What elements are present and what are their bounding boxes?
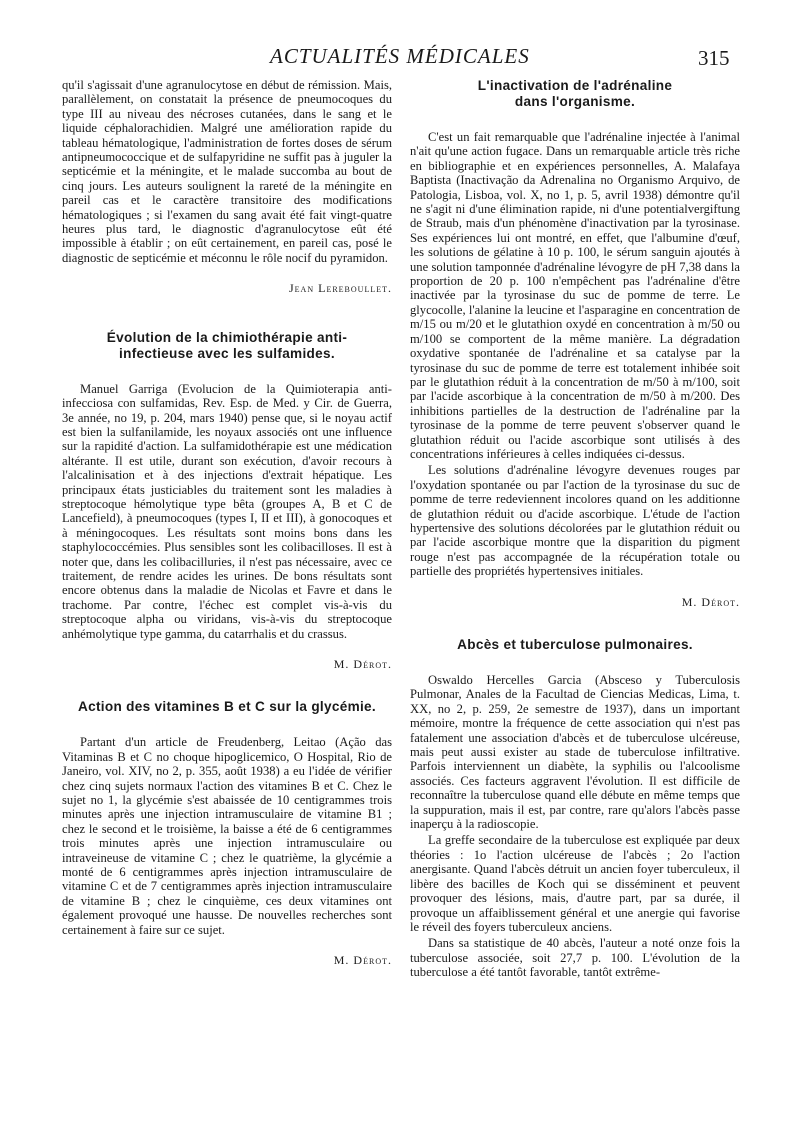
left-column	[62, 78, 392, 968]
page-number: 315	[698, 46, 730, 70]
section-title-abces: Abcès et tuberculose pulmonaires.	[457, 637, 693, 652]
abces-paragraph-3: Dans sa statistique de 40 abcès, l'auteur a noté onze fois la tuberculose associée, soit 27,7 p. 100. L'évolution de la tuberculose a été tantôt favorable, tantôt extrême-	[410, 936, 740, 980]
running-title: ACTUALITÉS MÉDICALES	[270, 44, 530, 68]
author-signature: M. Dérot.	[333, 657, 392, 671]
author-signature: M. Dérot.	[333, 953, 392, 968]
section-title-vitamines: Action des vitamines B et C sur la glycémie.	[77, 699, 376, 715]
author-signature: Jean Lereboullet.	[289, 281, 392, 296]
running-header	[0, 44, 800, 74]
abces-paragraph-2: La greffe secondaire de la tuberculose est expliquée par deux théories : 1o l'action ulcéreuse de l'abcès ; 2o l'action anergisante. Quand l'abcès détruit un ancien foyer tuberculeux, il libère des bacilles de Koch qui se disséminent et peuvent provoquer des lésions, mais, d'autre part, par sa durée, il provoque un affaiblissement général et une anergie qui favorise le réveil des foyers tuberculeux anciens.	[410, 833, 740, 934]
abces-paragraph-1: Oswaldo Hercelles Garcia (Absceso y Tuberculosis Pulmonar, Anales de la Facultad de Ciencias Medicas, Lima, t. XX, no 2, p. 259, 2e semestre de 1937), dans un important mémoire, montre la fréquence de cette association qui n'est pas fatalement une association d'abcès et de tuberculose ulcéreuse, mais peut aussi exister au stade de tuberculose infiltrative. Parfois interviennent un diabète, la syphilis ou l'alcoolisme associés. Ces facteurs aggravent l'évolution. Il est difficile de reconnaître la tuberculose quand elle débute en même temps que la suppuration, mais il est, par contre, rare qu'alors l'abcès passe inaperçu à la radioscopie.	[410, 673, 740, 832]
section-title-adrenaline: L'inactivation de l'adrénaline dans l'organisme.	[477, 78, 673, 109]
vitamines-paragraph: Partant d'un article de Freudenberg, Leitao (Ação das Vitaminas B et C no choque hipoglicemico, O Hospital, Rio de Janeiro, vol. XIV, no 2, p. 355, août 1938) a eu l'idée de vérifier chez cinq sujets normaux l'action des vitamines B et C. Chez le sujet no 1, la glycémie s'est abaissée de 10 centigrammes trois minutes après une injection intramusculaire de vitamine B1 ; chez le second et le troisième, la baisse a été de 6 centigrammes trois minutes après une injection intramusculaire ou intraveineuse de vitamine C ; chez le quatrième, la glycémie a monté de 6 centigrammes après injection intramusculaire de vitamine C et de 7 centigrammes après injection intramusculaire de vitamine B ; chez le cinquième, ces deux vitamines ont également provoqué une hausse. De nouvelles recherches sont certainement à faire sur ce sujet.	[62, 735, 392, 937]
right-column	[410, 78, 740, 982]
author-signature: M. Dérot.	[681, 594, 740, 609]
section-title-chimiotherapie: Évolution de la chimiothérapie anti- infectieuse avec les sulfamides.	[106, 329, 348, 361]
chimiotherapie-paragraph: Manuel Garriga (Evolucion de la Quimioterapia anti-infecciosa con sulfamidas, Rev. Esp. de Med. y Cir. de Guerra, 3e année, no 19, p. 204, mars 1940) pense que, si le noyau actif est bien la sulfanilamide, les noyaux associés ont une influence sur la rapidité d'action. La sulfamidothérapie est une médication altérante. Il est utile, durant son exécution, d'avoir recours à l'alcalinisation et à des injections d'extrait hépatique. Les principaux états justiciables du traitement sont les maladies à streptocoque hémolytique type bêta (groupes A, B et C de Lancefield), à pneumocoques (types I, II et III), à gonocoques et à méningocoques. Les résultats sont moins bons dans les staphylococcémies. Plus sensibles sont les colibacilloses. Il est à noter que, dans les colibacilluries, il n'est pas nécessaire, avec ce traitement, de rendre acides les urines. De bons résultats sont encore obtenus dans la maladie de Nicolas et Favre et dans le trachome. Par contre, l'échec est complet vis-à-vis du streptocoque alpha ou viridans, vis-à-vis du streptocoque anhémolytique type gamma, du catarrhalis et du crassus.	[62, 381, 392, 641]
article-continuation-paragraph: qu'il s'agissait d'une agranulocytose en début de rémission. Mais, parallèlement, on constatait la présence de pneumocoques du type III au niveau des nécroses cutanées, dans le sang et le liquide céphalorachidien. Malgré une amélioration rapide du tableau hématologique, l'administration de fortes doses de sérum antipneumococcique et de sulfapyridine ne suffit pas à juguler la septicémie et la méningite, et le malade succomba au bout de cinq jours. Les auteurs soulignent la rareté de la méningite en pareil cas et le caractère transitoire des modifications hématologiques ; si l'examen du sang avait été fait vingt-quatre heures plus tard, le diagnostic d'agranulocytose eût été impossible à établir ; on eût certainement, en pareil cas, posé le diagnostic de septicémie et méconnu le rôle nocif du pyramidon.	[62, 78, 392, 265]
adrenaline-paragraph-2: Les solutions d'adrénaline lévogyre devenues rouges par l'oxydation spontanée ou par l'action de la tyrosinase du suc de pomme de terre redeviennent incolores quand on les additionne de glutathion réduit ou d'acide ascorbique. L'étude de l'action hypertensive des solutions décolorées par le glutathion réduit ou par l'acide ascorbique montre que la disparition du pigment rouge n'est pas accompagnée de la récupération totale ou partielle des propriétés hypertensives initiales.	[410, 463, 740, 579]
adrenaline-paragraph-1: C'est un fait remarquable que l'adrénaline injectée à l'animal n'ait qu'une action fugace. Dans un remarquable article très riche en bibliographie et en expériences personnelles, A. Malafaya Baptista (Inactivação da Adrenalina no Organismo Arquivo, de Patologia, Lisboa, vol. X, no 1, p. 5, avril 1938) démontre qu'il ne s'agit ni d'une élimination rapide, ni d'une potentialvergiftung de Straub, mais d'un phénomène d'inactivation par la tyrosinase. Ses expériences lui ont montré, en effet, que l'albumine d'œuf, les solutions de gélatine à 10 p. 100, le sérum sanguin ajoutés à une solution tamponnée d'adrénaline lévogyre de pH 7,38 dans la proportion de 20 p. 100 n'empêchent pas l'adrénaline d'être inactivée par la tyrosinase du suc de pomme de terre. Le glycocolle, l'alanine la leucine et l'asparagine en concentration de m/15 ou m/20 et le glutathion oxydé en concentration à m/50 ou m/100 se comportent de la même manière. La dégradation oxydative spontanée de l'adrénaline et sa catalyse par la tyrosinase du suc de pomme de terre est totalement inhibée soit par le glutathion réduit à la concentration de m/50 à m/100, soit par l'acide ascorbique à la concentration de m/50 à m/200. Des inhibitions partielles de la destruction de l'adrénaline par la tyrosinase de la pomme de terre peuvent s'observer quand le glutathion réduit ou l'acide ascorbique sont utilisés à des concentrations inférieures à celles indiquées ci-dessus.	[410, 130, 740, 461]
